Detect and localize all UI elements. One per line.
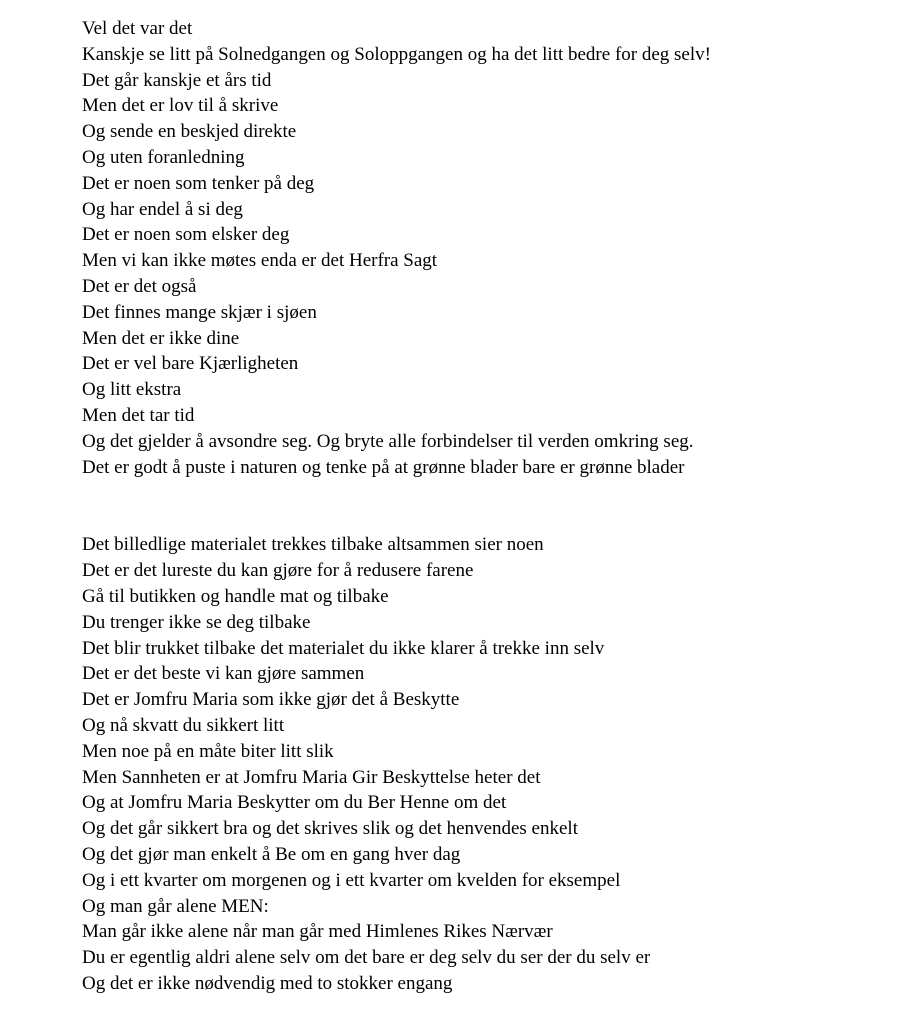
text-line: Vel det var det — [82, 18, 193, 39]
text-line: Og man går alene MEN: — [82, 895, 269, 917]
text-line: Og at Jomfru Maria Beskytter om du Ber Henne om det — [82, 792, 507, 814]
text-line: Det går kanskje et års tid — [82, 69, 272, 91]
text-line: Det er godt å puste i naturen og tenke på at grønne blader bare er grønne blader — [82, 456, 685, 478]
stanza-2 — [82, 532, 895, 996]
text-line: Men det er ikke dine — [82, 327, 240, 349]
text-line: Gå til butikken og handle mat og tilbake — [82, 585, 389, 607]
text-line: Og det gjelder å avsondre seg. Og bryte alle forbindelser til verden omkring seg. — [82, 430, 694, 452]
text-line: Det blir trukket tilbake det materialet du ikke klarer å trekke inn selv — [82, 637, 605, 659]
text-line: Det billedlige materialet trekkes tilbake altsammen sier noen — [82, 534, 544, 556]
text-line: Det er noen som elsker deg — [82, 224, 290, 246]
text-line: Men noe på en måte biter litt slik — [82, 740, 334, 762]
text-line: Man går ikke alene når man går med Himlenes Rikes Nærvær — [82, 921, 553, 943]
text-line: Og uten foranledning — [82, 146, 245, 168]
text-line: Men det er lov til å skrive — [82, 95, 279, 117]
text-line: Og litt ekstra — [82, 379, 182, 401]
text-line: Og har endel å si deg — [82, 198, 243, 220]
stanza-1 — [82, 16, 895, 480]
text-line: Kanskje se litt på Solnedgangen og Soloppgangen og ha det litt bedre for deg selv! — [82, 43, 711, 65]
text-line: Det er noen som tenker på deg — [82, 172, 315, 194]
text-line: Men vi kan ikke møtes enda er det Herfra Sagt — [82, 250, 438, 272]
text-line: Og det gjør man enkelt å Be om en gang hver dag — [82, 843, 461, 865]
text-line: Det er det lureste du kan gjøre for å redusere farene — [82, 560, 474, 582]
text-line: Det er Jomfru Maria som ikke gjør det å Beskytte — [82, 689, 460, 711]
text-line: Og sende en beskjed direkte — [82, 121, 297, 143]
text-line: Du trenger ikke se deg tilbake — [82, 611, 311, 633]
text-line: Og det er ikke nødvendig med to stokker engang — [82, 972, 453, 994]
document-body — [82, 16, 895, 997]
text-line: Men det tar tid — [82, 404, 195, 426]
text-line: Det er det beste vi kan gjøre sammen — [82, 663, 365, 685]
text-line: Og det går sikkert bra og det skrives slik og det henvendes enkelt — [82, 818, 578, 840]
text-line: Og nå skvatt du sikkert litt — [82, 714, 285, 736]
text-line: Det finnes mange skjær i sjøen — [82, 301, 317, 323]
text-line: Og i ett kvarter om morgenen og i ett kvarter om kvelden for eksempel — [82, 869, 621, 891]
text-line: Det er vel bare Kjærligheten — [82, 353, 299, 375]
text-line: Men Sannheten er at Jomfru Maria Gir Beskyttelse heter det — [82, 766, 541, 788]
text-line: Det er det også — [82, 275, 197, 297]
text-line: Du er egentlig aldri alene selv om det bare er deg selv du ser der du selv er — [82, 947, 651, 969]
